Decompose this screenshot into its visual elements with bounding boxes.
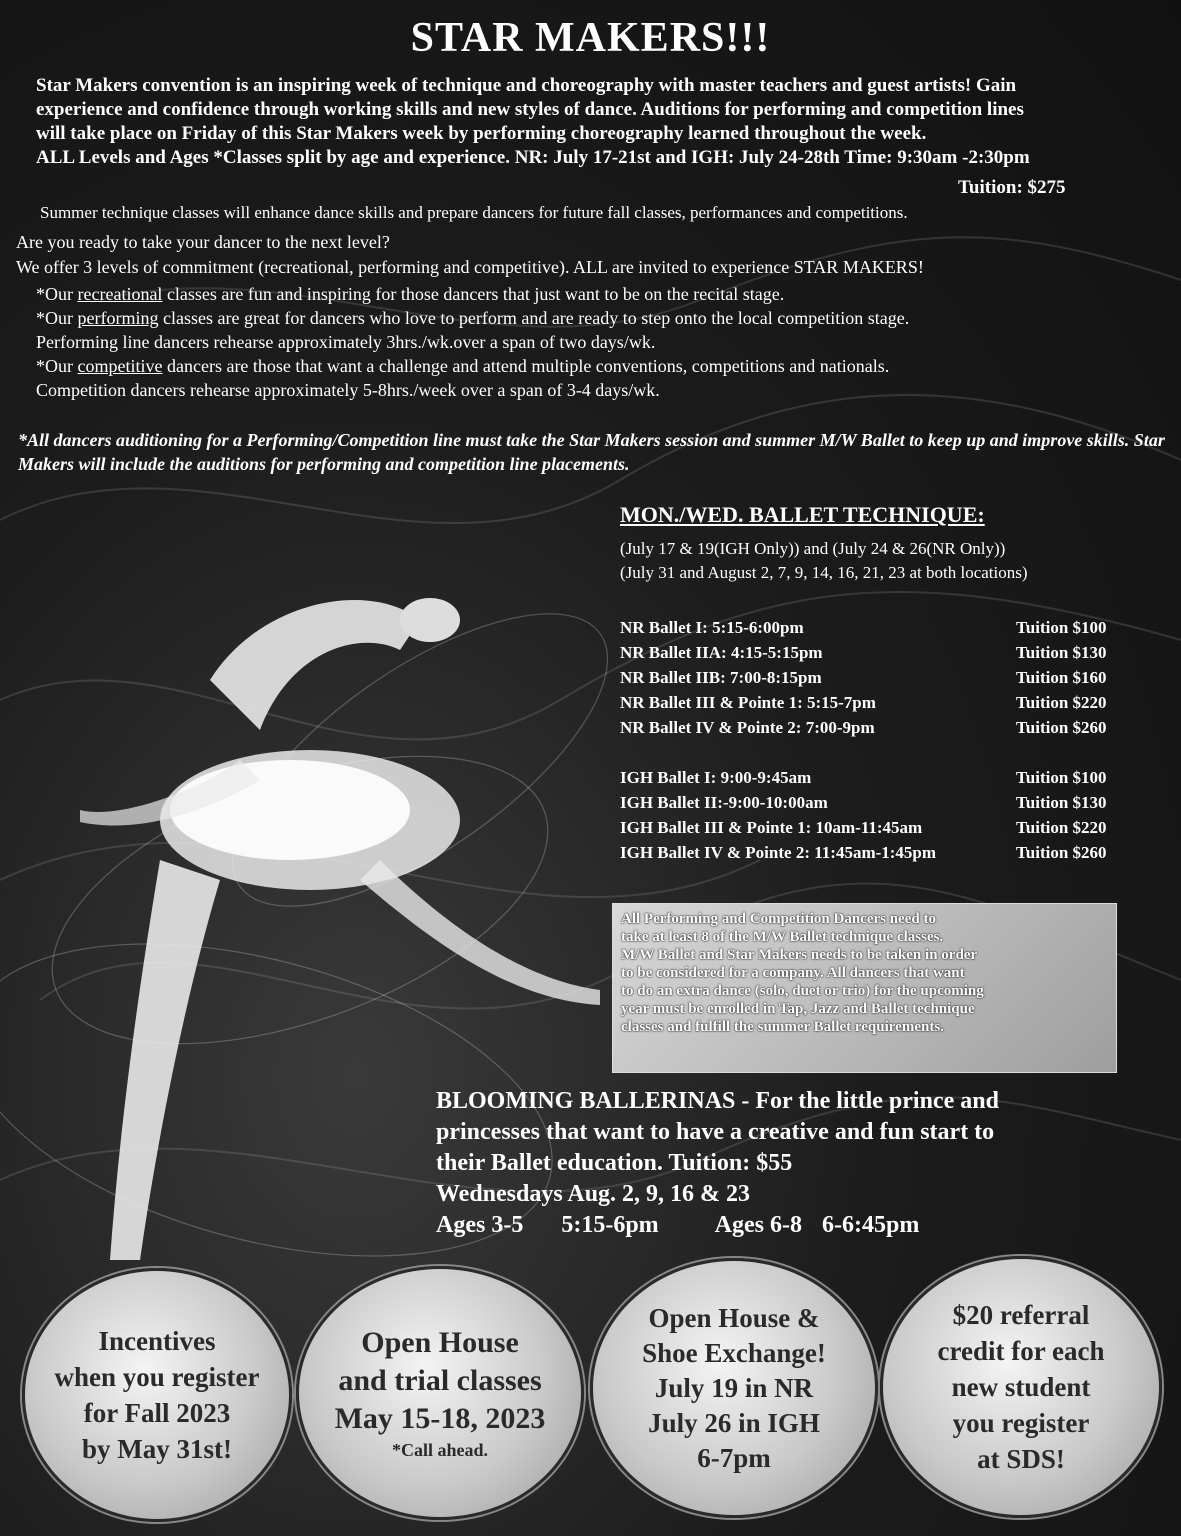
- level-word: performing: [77, 308, 159, 328]
- circle-line: for Fall 2023: [83, 1398, 231, 1428]
- class-row: [620, 615, 1130, 640]
- requirements-line: year must be enrolled in Tap, Jazz and Ballet technique: [621, 1001, 975, 1017]
- class-name: NR Ballet IV & Pointe 2: 7:00-9pm: [620, 718, 875, 737]
- class-row: [620, 715, 1130, 740]
- level-desc: dancers are those that want a challenge and attend multiple conventions, competitions and nationals.: [162, 356, 890, 376]
- class-row: [620, 815, 1130, 840]
- referral-circle: [880, 1256, 1162, 1518]
- circle-line: Incentives: [98, 1326, 216, 1356]
- class-tuition: Tuition $160: [1016, 668, 1107, 687]
- class-row: [620, 840, 1130, 865]
- star-makers-tuition: Tuition: $275: [958, 177, 1066, 198]
- level-word: competitive: [77, 356, 163, 376]
- shoe-exchange-circle: [590, 1258, 878, 1518]
- requirements-line: M/W Ballet and Star Makers needs to be taken in order: [621, 947, 978, 963]
- requirements-line: take at least 8 of the M/W Ballet technique classes.: [621, 929, 944, 945]
- circle-line: new student: [951, 1372, 1091, 1402]
- class-tuition: Tuition $220: [1016, 693, 1107, 712]
- class-name: IGH Ballet I: 9:00-9:45am: [620, 768, 812, 787]
- blooming-line: their Ballet education. Tuition: $55: [436, 1150, 793, 1176]
- ballet-heading: MON./WED. BALLET TECHNIQUE:: [620, 502, 985, 527]
- nr-class-list: [620, 615, 1130, 740]
- intro-line: experience and confidence through working skills and new styles of dance. Auditions for performing and competition lines: [36, 99, 1024, 120]
- incentives-circle: [22, 1268, 292, 1522]
- class-name: NR Ballet III & Pointe 1: 5:15-7pm: [620, 693, 876, 712]
- level-competitive: [36, 354, 1176, 378]
- requirements-box: [612, 903, 1117, 1073]
- circle-line: credit for each: [937, 1336, 1105, 1366]
- circle-line: at SDS!: [977, 1444, 1065, 1474]
- circle-line: Open House &: [648, 1302, 820, 1333]
- blooming-schedule: [436, 1210, 1136, 1241]
- level-desc: classes are great for dancers who love to perform and are ready to step onto the local competition stage.: [158, 308, 910, 328]
- class-name: NR Ballet IIB: 7:00-8:15pm: [620, 668, 822, 687]
- level-recreational: [36, 282, 1176, 306]
- requirements-line: classes and fulfill the summer Ballet requirements.: [621, 1019, 944, 1035]
- class-name: IGH Ballet II:-9:00-10:00am: [620, 793, 828, 812]
- circle-line: $20 referral: [952, 1300, 1090, 1330]
- circle-line: when you register: [54, 1362, 260, 1392]
- ballet-date-line: (July 17 & 19(IGH Only)) and (July 24 & 26(NR Only)): [620, 539, 1006, 558]
- intro-text: [36, 74, 1161, 170]
- level-desc: classes are fun and inspiring for those dancers that just want to be on the recital stage.: [162, 284, 785, 304]
- level-performing: [36, 306, 1176, 330]
- blooming-ballerinas: [436, 1086, 1136, 1241]
- class-tuition: Tuition $260: [1016, 718, 1107, 737]
- blooming-time: 5:15-6pm: [561, 1212, 659, 1238]
- audition-notice: *All dancers auditioning for a Performing/Competition line must take the Star Makers session and summer M/W Ballet to keep up and improve skills. Star Makers will include the auditions for performing and competition line placements.: [18, 430, 1165, 474]
- circle-line: and trial classes: [338, 1364, 542, 1397]
- ready-line: We offer 3 levels of commitment (recreational, performing and competitive). ALL are invited to experience STAR MAKERS!: [16, 257, 924, 277]
- level-word: recreational: [77, 284, 163, 304]
- circle-line: May 15-18, 2023: [334, 1402, 546, 1435]
- class-tuition: Tuition $260: [1016, 843, 1107, 862]
- level-performing-rehearsal: Performing line dancers rehearse approximately 3hrs./wk.over a span of two days/wk.: [36, 332, 656, 352]
- class-name: IGH Ballet IV & Pointe 2: 11:45am-1:45pm: [620, 843, 937, 862]
- ready-text: [16, 230, 1176, 280]
- class-tuition: Tuition $100: [1016, 618, 1107, 637]
- level-prefix: *Our: [36, 308, 78, 328]
- circle-line: July 26 in IGH: [648, 1407, 820, 1438]
- levels-list: [36, 282, 1176, 402]
- class-row: [620, 790, 1130, 815]
- blooming-line: BLOOMING BALLERINAS - For the little prince and: [436, 1088, 999, 1114]
- open-house-circle: [296, 1266, 584, 1520]
- requirements-line: to do an extra dance (solo, duet or trio) for the upcoming: [621, 983, 984, 999]
- requirements-line: All Performing and Competition Dancers need to: [621, 911, 936, 927]
- circle-line: Shoe Exchange!: [642, 1337, 826, 1368]
- class-tuition: Tuition $100: [1016, 768, 1107, 787]
- blooming-time: 6-6:45pm: [821, 1212, 920, 1238]
- class-tuition: Tuition $130: [1016, 643, 1107, 662]
- igh-class-list: [620, 765, 1130, 865]
- level-prefix: *Our: [36, 284, 78, 304]
- class-name: NR Ballet I: 5:15-6:00pm: [620, 618, 804, 637]
- requirements-line: to be considered for a company. All dancers that want: [621, 965, 965, 981]
- circle-line: by May 31st!: [82, 1434, 232, 1464]
- circle-line: 6-7pm: [697, 1442, 771, 1473]
- intro-line: will take place on Friday of this Star Makers week by performing choreography learned throughout the week.: [36, 123, 927, 144]
- circle-line: you register: [952, 1408, 1090, 1438]
- blooming-line: Wednesdays Aug. 2, 9, 16 & 23: [436, 1181, 751, 1207]
- level-competitive-rehearsal: Competition dancers rehearse approximately 5-8hrs./week over a span of 3-4 days/wk.: [36, 380, 660, 400]
- class-tuition: Tuition $220: [1016, 818, 1107, 837]
- class-name: NR Ballet IIA: 4:15-5:15pm: [620, 643, 823, 662]
- class-row: [620, 690, 1130, 715]
- circle-line: Open House: [361, 1326, 519, 1359]
- class-row: [620, 665, 1130, 690]
- circle-line: July 19 in NR: [654, 1372, 814, 1403]
- level-prefix: *Our: [36, 356, 78, 376]
- ballet-dates: [620, 537, 1028, 585]
- intro-line: Star Makers convention is an inspiring week of technique and choreography with master teachers and guest artists! Gain: [36, 75, 1017, 96]
- class-tuition: Tuition $130: [1016, 793, 1107, 812]
- class-row: [620, 765, 1130, 790]
- summer-text: Summer technique classes will enhance dance skills and prepare dancers for future fall classes, performances and competitions.: [40, 203, 908, 222]
- class-row: [620, 640, 1130, 665]
- intro-line: ALL Levels and Ages *Classes split by age and experience. NR: July 17-21st and IGH: July 24-28th Time: 9:30am -2:30pm: [36, 147, 1030, 168]
- ready-line: Are you ready to take your dancer to the next level?: [16, 232, 390, 252]
- blooming-line: princesses that want to have a creative and fun start to: [436, 1119, 995, 1145]
- blooming-ages: Ages 6-8: [714, 1212, 802, 1238]
- class-name: IGH Ballet III & Pointe 1: 10am-11:45am: [620, 818, 923, 837]
- ballet-date-line: (July 31 and August 2, 7, 9, 14, 16, 21, 23 at both locations): [620, 563, 1028, 582]
- page-title: STAR MAKERS!!!: [410, 15, 771, 61]
- blooming-ages: Ages 3-5: [436, 1212, 524, 1238]
- circle-note: *Call ahead.: [391, 1440, 488, 1460]
